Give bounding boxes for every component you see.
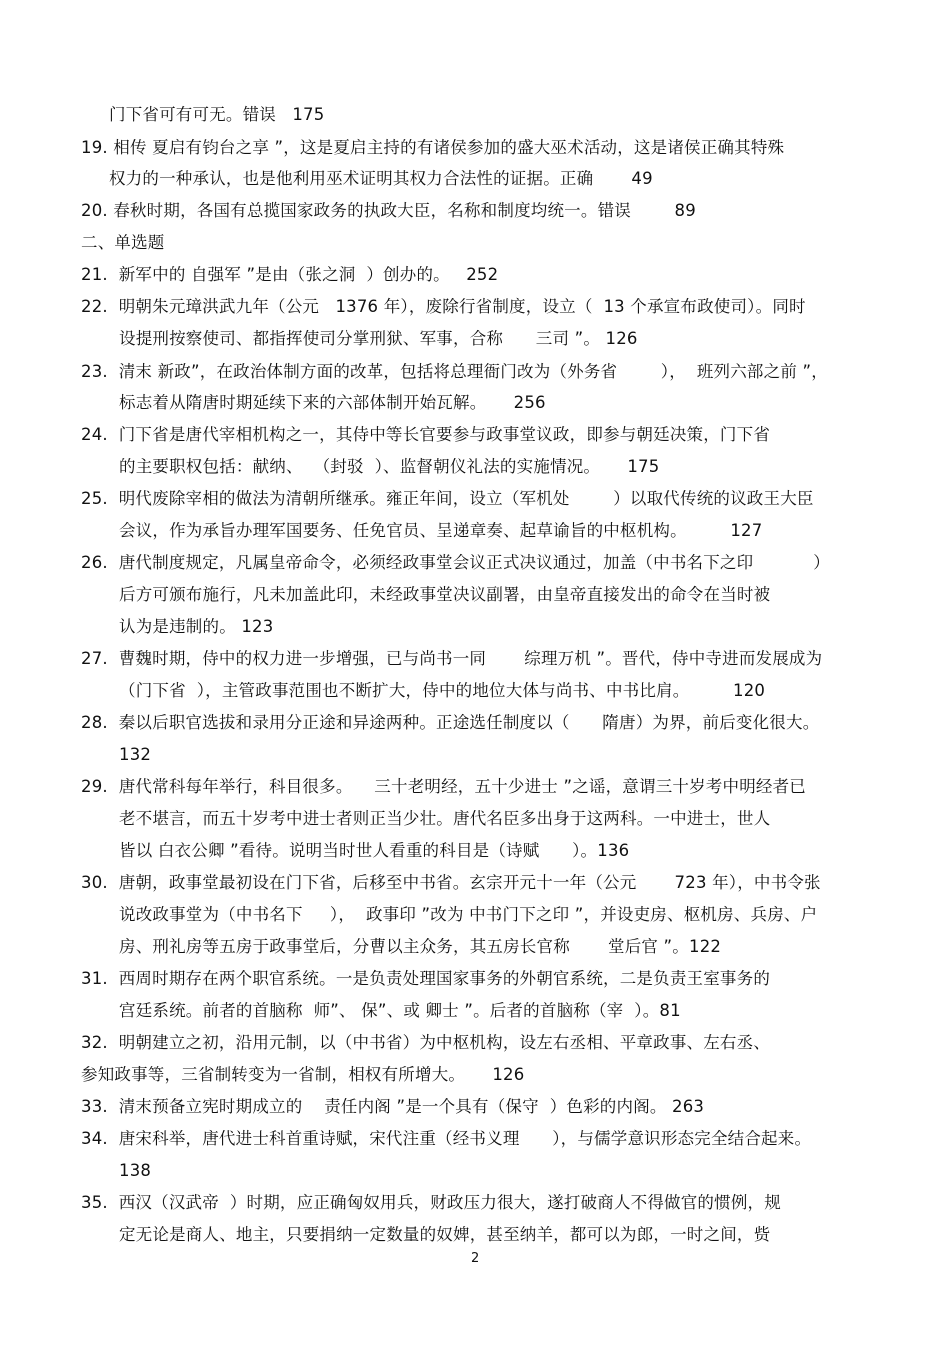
text-line: 34. 唐宋科举，唐代进士科首重诗赋，宋代注重（经书义理 ），与儒学意识形态完全结合起来。	[81, 1129, 812, 1148]
text-line: 25. 明代废除宰相的做法为清朝所继承。雍正年间，设立（军机处 ）以取代传统的议政王大臣	[81, 489, 814, 508]
text-line: 老不堪言，而五十岁考中进士者则正当少壮。唐代名臣多出身于这两科。一中进士，世人	[119, 809, 771, 828]
text-line: 标志着从隋唐时期延续下来的六部体制开始瓦解。 256	[119, 393, 546, 412]
text-line: 认为是违制的。 123	[119, 617, 274, 636]
text-line: 门下省可有可无。错误 175	[109, 105, 325, 124]
text-line: 35. 西汉（汉武帝 ）时期，应正确匈奴用兵，财政压力很大，遂打破商人不得做官的惯例，规	[81, 1193, 781, 1212]
text-line: 后方可颁布施行，凡未加盖此印，未经政事堂决议副署，由皇帝直接发出的命令在当时被	[119, 585, 771, 604]
text-line: （门下省 ），主管政事范围也不断扩大，侍中的地位大体与尚书、中书比肩。 120	[119, 681, 766, 700]
text-line: 会议，作为承旨办理军国要务、任免官员、呈递章奏、起草谕旨的中枢机构。 127	[119, 521, 763, 540]
text-line: 33. 清末预备立宪时期成立的 责任内阁 ”是一个具有（保守 ）色彩的内阁。 263	[81, 1097, 705, 1116]
text-line: 29. 唐代常科每年举行，科目很多。 三十老明经，五十少进士 ”之谣，意谓三十岁考中明经者已	[81, 777, 807, 796]
text-line: 22. 明朝朱元璋洪武九年（公元 1376 年），废除行省制度，设立（ 13 个承宣布政使司）。同时	[81, 297, 806, 316]
text-line: 宫廷系统。前者的首脑称 师”、 保”、或 卿士 ”。后者的首脑称（宰 ）。81	[119, 1001, 681, 1020]
text-line: 132	[119, 745, 152, 764]
text-line: 设提刑按察使司、都指挥使司分掌刑狱、军事，合称 三司 ”。 126	[119, 329, 638, 348]
section-heading: 二、单选题	[81, 233, 165, 252]
text-line: 说改政事堂为（中书名下 ）， 政事印 ”改为 中书门下之印 ”，并设吏房、枢机房、兵房、户	[119, 905, 818, 924]
text-line: 20. 春秋时期，各国有总揽国家政务的执政大臣，名称和制度均统一。错误 89	[81, 201, 696, 220]
text-line: 28. 秦以后职官选拔和录用分正途和异途两种。正途选任制度以（ 隋唐）为界，前后变化很大。	[81, 713, 820, 732]
text-line: 31. 西周时期存在两个职官系统。一是负责处理国家事务的外朝官系统，二是负责王室事务的	[81, 969, 771, 988]
text-line: 定无论是商人、地主，只要捐纳一定数量的奴婢，甚至纳羊，都可以为郎，一时之间，赀	[119, 1225, 771, 1244]
text-line: 皆以 白衣公卿 ”看待。说明当时世人看重的科目是（诗赋 ）。136	[119, 841, 630, 860]
text-line: 32. 明朝建立之初，沿用元制，以（中书省）为中枢机构，设左右丞相、平章政事、左右丞、	[81, 1033, 771, 1052]
text-line: 19. 相传 夏启有钧台之享 ”，这是夏启主持的有诸侯参加的盛大巫术活动，这是诸侯正确其特殊	[81, 138, 785, 157]
text-line: 23. 清末 新政”，在政治体制方面的改革，包括将总理衙门改为（外务省 ）， 班列六部之前 ”，	[81, 362, 828, 381]
page-number: 2	[471, 1251, 480, 1266]
text-line: 30. 唐朝，政事堂最初设在门下省，后移至中书省。玄宗开元十一年（公元 723 年），中书令张	[81, 873, 821, 892]
text-line: 138	[119, 1161, 152, 1180]
text-line: 参知政事等，三省制转变为一省制，相权有所增大。 126	[81, 1065, 525, 1084]
text-line: 的主要职权包括：献纳、 （封驳 ）、监督朝仪礼法的实施情况。 175	[119, 457, 660, 476]
text-line: 27. 曹魏时期，侍中的权力进一步增强，已与尚书一同 综理万机 ”。晋代，侍中寺进而发展成为	[81, 649, 823, 668]
text-line: 权力的一种承认，也是他利用巫术证明其权力合法性的证据。正确 49	[109, 169, 653, 188]
text-line: 26. 唐代制度规定，凡属皇帝命令，必须经政事堂会议正式决议通过，加盖（中书名下之印 ）	[81, 553, 830, 572]
text-line: 24. 门下省是唐代宰相机构之一，其侍中等长官要参与政事堂议政，即参与朝廷决策，门下省	[81, 425, 771, 444]
text-line: 房、刑礼房等五房于政事堂后，分曹以主众务，其五房长官称 堂后官 ”。122	[119, 937, 722, 956]
text-line: 21. 新军中的 自强军 ”是由（张之洞 ）创办的。 252	[81, 265, 499, 284]
